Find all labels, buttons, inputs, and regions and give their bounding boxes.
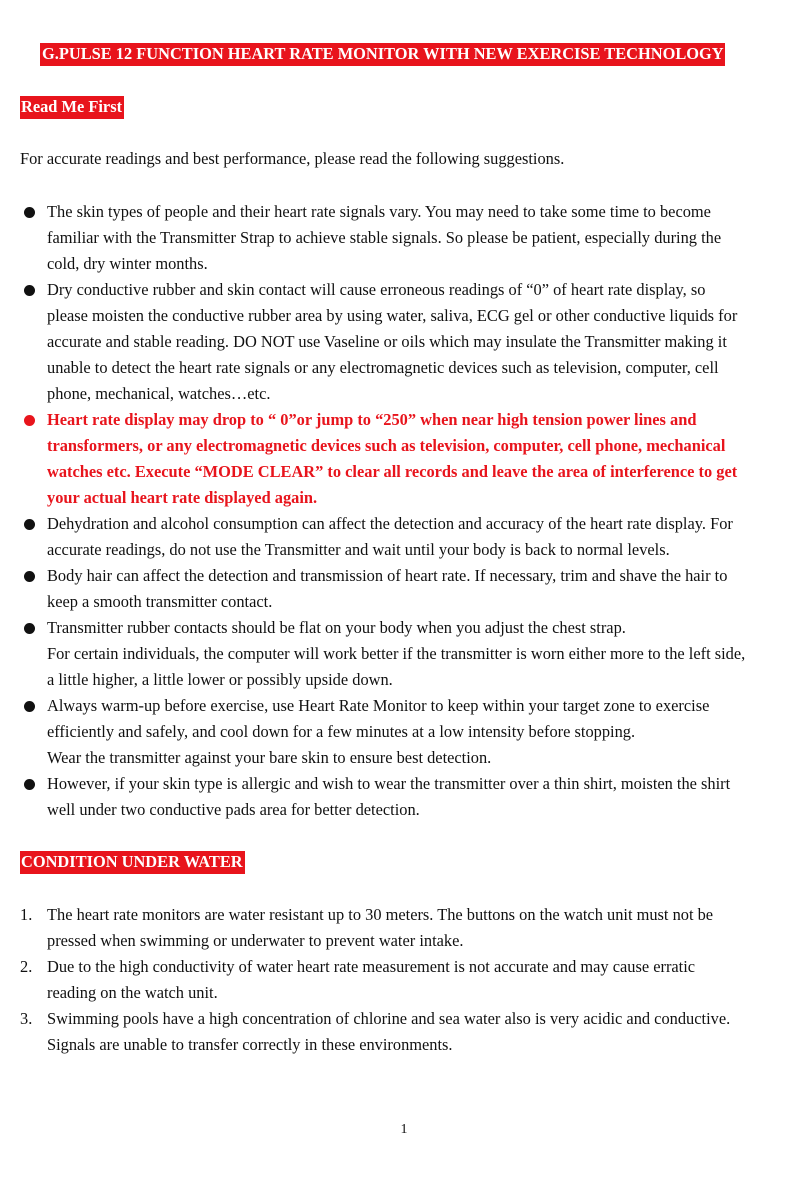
bullet-item (20, 511, 792, 563)
bullet-dot-icon (24, 415, 35, 426)
item-number: 1. (20, 905, 33, 924)
water-conditions-list (20, 902, 792, 1058)
numbered-item (20, 1006, 792, 1058)
bullet-line: efficiently and safely, and cool down for a few minutes at a low intensity before stopping. (47, 722, 636, 741)
bullet-line: well under two conductive pads area for better detection. (47, 800, 420, 819)
bullet-dot-icon (24, 519, 35, 530)
item-line: reading on the watch unit. (47, 983, 218, 1002)
bullet-line: cold, dry winter months. (47, 254, 208, 273)
warning-line: Heart rate display may drop to “ 0”or jump to “250” when near high tension power lines and (47, 410, 697, 429)
warning-line: your actual heart rate displayed again. (47, 488, 318, 507)
bullet-dot-icon (24, 207, 35, 218)
bullet-dot-icon (24, 571, 35, 582)
intro-paragraph: For accurate readings and best performance, please read the following suggestions. (20, 149, 565, 168)
bullet-line: Wear the transmitter against your bare skin to ensure best detection. (47, 748, 492, 767)
bullet-item (20, 693, 792, 771)
bullet-item (20, 563, 792, 615)
bullet-line: accurate and stable reading. DO NOT use Vaseline or oils which may insulate the Transmitter making it (47, 332, 727, 351)
item-line: Signals are unable to transfer correctly in these environments. (47, 1035, 453, 1054)
bullet-dot-icon (24, 285, 35, 296)
item-number: 2. (20, 957, 33, 976)
item-number: 3. (20, 1009, 33, 1028)
warning-bullet-item (20, 407, 792, 511)
bullet-line: a little higher, a little lower or possibly upside down. (47, 670, 393, 689)
item-line: Due to the high conductivity of water heart rate measurement is not accurate and may cause erratic (47, 957, 696, 976)
bullet-line: Dehydration and alcohol consumption can affect the detection and accuracy of the heart rate display. For (47, 514, 733, 533)
bullet-line: familiar with the Transmitter Strap to achieve stable signals. So please be patient, especially during the (47, 228, 722, 247)
bullet-line: unable to detect the heart rate signals or any electromagnetic devices such as television, computer, cell (47, 358, 719, 377)
item-line: The heart rate monitors are water resistant up to 30 meters. The buttons on the watch unit must not be (47, 905, 714, 924)
bullet-line: Transmitter rubber contacts should be flat on your body when you adjust the chest strap. (47, 618, 626, 637)
bullet-line: please moisten the conductive rubber area by using water, saliva, ECG gel or other conductive liquids for (47, 306, 738, 325)
numbered-item (20, 954, 792, 1006)
bullet-line: Dry conductive rubber and skin contact will cause erroneous readings of “0” of heart rate display, so (47, 280, 706, 299)
bullet-item (20, 615, 792, 693)
bullet-dot-icon (24, 779, 35, 790)
numbered-item (20, 902, 792, 954)
bullet-line: phone, mechanical, watches…etc. (47, 384, 271, 403)
bullet-line: However, if your skin type is allergic and wish to wear the transmitter over a thin shirt, moisten the shirt (47, 774, 731, 793)
warning-line: watches etc. Execute “MODE CLEAR” to clear all records and leave the area of interference to get (47, 462, 738, 481)
bullet-item (20, 771, 792, 823)
bullet-line: Body hair can affect the detection and transmission of heart rate. If necessary, trim and shave the hair to (47, 566, 728, 585)
bullet-item (20, 199, 792, 277)
document-title: G.PULSE 12 FUNCTION HEART RATE MONITOR WITH NEW EXERCISE TECHNOLOGY (40, 43, 725, 66)
item-line: pressed when swimming or underwater to prevent water intake. (47, 931, 464, 950)
bullet-item (20, 277, 792, 407)
suggestions-list (20, 199, 792, 823)
warning-line: transformers, or any electromagnetic devices such as television, computer, cell phone, mechanical (47, 436, 726, 455)
bullet-line: For certain individuals, the computer will work better if the transmitter is worn either more to the left side, (47, 644, 746, 663)
item-line: Swimming pools have a high concentration of chlorine and sea water also is very acidic and conductive. (47, 1009, 731, 1028)
page-number: 1 (400, 1122, 408, 1137)
read-me-first-heading: Read Me First (20, 96, 124, 119)
bullet-line: keep a smooth transmitter contact. (47, 592, 273, 611)
condition-under-water-heading: CONDITION UNDER WATER (20, 851, 245, 874)
bullet-line: The skin types of people and their heart rate signals vary. You may need to take some time to become (47, 202, 711, 221)
bullet-line: Always warm-up before exercise, use Heart Rate Monitor to keep within your target zone to exercise (47, 696, 710, 715)
bullet-dot-icon (24, 701, 35, 712)
bullet-dot-icon (24, 623, 35, 634)
bullet-line: accurate readings, do not use the Transmitter and wait until your body is back to normal levels. (47, 540, 670, 559)
